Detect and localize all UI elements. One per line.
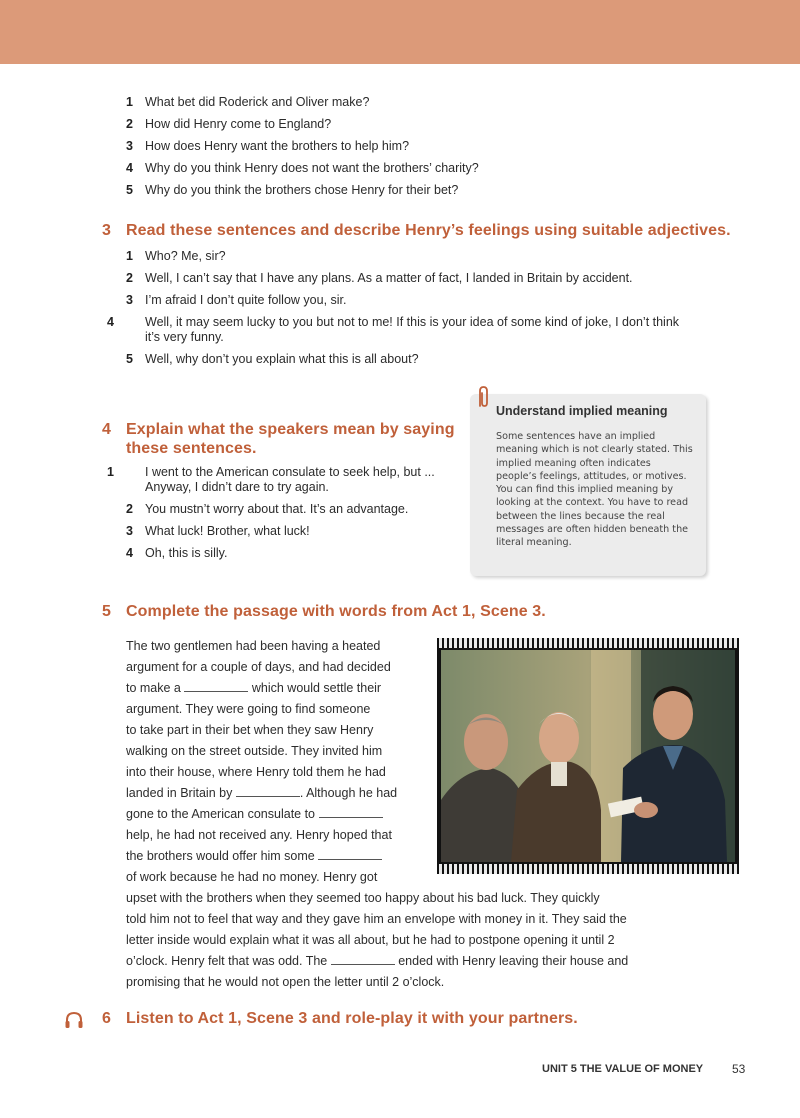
film-strip-edge [437,864,739,874]
exercise-3-heading: 3 Read these sentences and describe Henry’s feelings using suitable adjectives. [102,222,731,239]
film-strip-edge [437,638,739,648]
film-still-photo [437,638,739,874]
list-item: 4 Well, it may seem lucky to you but not to me! If this is your idea of some kind of joke, I don’t think it’s very funny. [107,315,680,344]
exercise-5-heading: 5 Complete the passage with words from Act 1, Scene 3. [102,603,546,620]
list-item: 3 What luck! Brother, what luck! [126,524,310,538]
blank-1[interactable] [184,679,248,692]
exercise-3-list [107,249,696,374]
list-item: 3 How does Henry want the brothers to help him? [126,139,410,153]
list-item: 3 I’m afraid I don’t quite follow you, sir. [126,293,347,307]
list-item: 2 Well, I can’t say that I have any plans. As a matter of fact, I landed in Britain by accident. [126,271,633,285]
blank-3[interactable] [319,805,383,818]
list-item: 5 Well, why don’t you explain what this is all about? [126,352,419,366]
top-color-band [0,0,800,64]
tip-text: Some sentences have an implied meaning which is not clearly stated. This implied meaning often indicates people’s feelings, attitudes, or motives. You can find this implied meaning by looking at the context. You have to read between the lines because the real messages are often hidden beneath the literal meaning. [496,431,693,549]
list-item: 1 I went to the American consulate to seek help, but ... Anyway, I didn’t dare to try again. [107,465,435,494]
headphones-icon[interactable] [64,1010,84,1030]
blank-4[interactable] [318,847,382,860]
list-item: 5 Why do you think the brothers chose Henry for their bet? [126,183,459,197]
blank-2[interactable] [236,784,300,797]
paperclip-icon [474,384,492,410]
list-item: 2 You mustn’t worry about that. It’s an advantage. [126,502,409,516]
blank-5[interactable] [331,952,395,965]
exercise-4-heading: 4 Explain what the speakers mean by saying these sentences. [102,421,455,457]
comprehension-questions [126,95,479,205]
page-number: 53 [732,1062,746,1076]
scene-illustration [441,650,735,862]
list-item: 2 How did Henry come to England? [126,117,332,131]
list-item: 1 What bet did Roderick and Oliver make? [126,95,370,109]
list-item: 1 Who? Me, sir? [126,249,226,263]
exercise-6-heading: 6 Listen to Act 1, Scene 3 and role-play it with your partners. [102,1010,578,1027]
list-item: 4 Oh, this is silly. [126,546,228,560]
fill-in-passage: The two gentlemen had been having a heated argument for a couple of days, and had decided to make a which would settle their argument. They were going to find someone to take part in their bet when they saw Henry walking on the street outside. They invited him into their house, where Henry told them he had landed in Britain by . Although he had gone to the American consulate to help, he had not received any. Henry hoped that the brothers would offer him some of work because he had no money. Henry got upset with the brothers when they seemed too happy about his bad luck. They quickly told him not to feel that way and they gave him an envelope with money in it. They said the letter inside would explain what it was all about, but he had to postpone opening it until 2 o’clock. Henry felt that was odd. The ended with Henry leaving their house and promising that he would not open the letter until 2 o’clock. [126,639,629,989]
footer-unit-title: UNIT 5 THE VALUE OF MONEY [542,1063,704,1075]
tip-title: Understand implied meaning [496,404,668,418]
exercise-4-list [107,465,456,568]
list-item: 4 Why do you think Henry does not want the brothers’ charity? [126,161,479,175]
